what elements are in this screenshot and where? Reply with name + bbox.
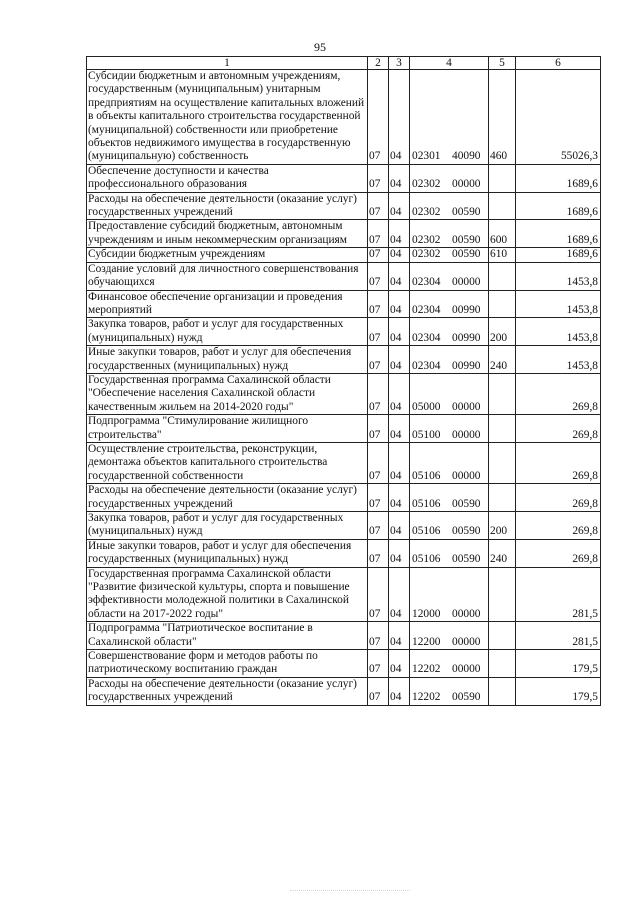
- row-target-article-program: 02302: [412, 178, 441, 191]
- row-target-article: [410, 622, 489, 650]
- row-expense-type: 200: [489, 512, 516, 540]
- row-target-article-direction: 00590: [452, 691, 481, 704]
- row-subsection: 04: [389, 442, 410, 483]
- row-name: Расходы на обеспечение деятельности (оказание услуг) государственных учреждений: [87, 677, 368, 705]
- row-name: Подпрограмма "Патриотическое воспитание в Сахалинской области": [87, 622, 368, 650]
- row-target-article: [410, 677, 489, 705]
- row-subsection: 04: [389, 164, 410, 192]
- row-amount: 179,5: [516, 677, 601, 705]
- row-subsection: 04: [389, 262, 410, 290]
- row-name: Иные закупки товаров, работ и услуг для обеспечения государственных (муниципальных) нужд: [87, 346, 368, 374]
- row-section: 07: [368, 567, 389, 622]
- row-name: Подпрограмма "Стимулирование жилищного строительства": [87, 415, 368, 443]
- row-target-article-program: 12200: [412, 635, 441, 648]
- table-row: [87, 346, 601, 374]
- table-row: [87, 512, 601, 540]
- row-target-article: [410, 650, 489, 678]
- row-subsection: 04: [389, 567, 410, 622]
- row-target-article-direction: 00590: [452, 206, 481, 219]
- row-target-article-direction: 00590: [452, 525, 481, 538]
- row-name: Государственная программа Сахалинской области "Обеспечение населения Сахалинской области качественным жильем на 2014-2020 годы": [87, 373, 368, 414]
- row-amount: 1453,8: [516, 346, 601, 374]
- row-target-article-direction: 00990: [452, 303, 481, 316]
- row-target-article: [410, 567, 489, 622]
- row-target-article-program: 12000: [412, 607, 441, 620]
- row-target-article-direction: 00590: [452, 553, 481, 566]
- row-subsection: 04: [389, 484, 410, 512]
- table-row: [87, 220, 601, 248]
- row-target-article-program: 12202: [412, 691, 441, 704]
- table-row: [87, 373, 601, 414]
- row-target-article: [410, 539, 489, 567]
- row-section: 07: [368, 346, 389, 374]
- row-section: 07: [368, 192, 389, 220]
- row-target-article-direction: 00000: [452, 607, 481, 620]
- row-amount: 269,8: [516, 415, 601, 443]
- row-target-article-program: 02302: [412, 248, 441, 261]
- row-expense-type: [489, 262, 516, 290]
- row-subsection: 04: [389, 677, 410, 705]
- header-row: [87, 57, 601, 70]
- row-target-article-program: 05106: [412, 553, 441, 566]
- row-subsection: 04: [389, 373, 410, 414]
- row-section: 07: [368, 248, 389, 262]
- row-subsection: 04: [389, 290, 410, 318]
- row-target-article-program: 02302: [412, 233, 441, 246]
- row-target-article-program: 02304: [412, 331, 441, 344]
- row-subsection: 04: [389, 512, 410, 540]
- row-name: Обеспечение доступности и качества профессионального образования: [87, 164, 368, 192]
- row-amount: 1453,8: [516, 262, 601, 290]
- table-row: [87, 192, 601, 220]
- table-row: [87, 650, 601, 678]
- row-section: 07: [368, 650, 389, 678]
- table-row: [87, 567, 601, 622]
- row-amount: 269,8: [516, 539, 601, 567]
- header-col-2: 2: [368, 57, 389, 70]
- row-target-article-direction: 00990: [452, 359, 481, 372]
- row-amount: 1689,6: [516, 248, 601, 262]
- row-amount: 269,8: [516, 373, 601, 414]
- row-section: 07: [368, 539, 389, 567]
- table-row: [87, 262, 601, 290]
- table-row: [87, 318, 601, 346]
- row-expense-type: [489, 677, 516, 705]
- table-row: [87, 539, 601, 567]
- row-target-article-program: 05106: [412, 525, 441, 538]
- row-subsection: 04: [389, 248, 410, 262]
- row-expense-type: [489, 622, 516, 650]
- row-subsection: 04: [389, 318, 410, 346]
- row-section: 07: [368, 484, 389, 512]
- row-target-article: [410, 70, 489, 165]
- row-section: 07: [368, 622, 389, 650]
- row-target-article: [410, 318, 489, 346]
- row-section: 07: [368, 262, 389, 290]
- table-row: [87, 442, 601, 483]
- row-target-article: [410, 484, 489, 512]
- row-target-article-direction: 00000: [452, 663, 481, 676]
- row-target-article-direction: 00000: [452, 469, 481, 482]
- header-col-3: 3: [389, 57, 410, 70]
- row-expense-type: [489, 650, 516, 678]
- row-expense-type: 460: [489, 70, 516, 165]
- row-amount: 179,5: [516, 650, 601, 678]
- row-target-article-direction: 40090: [452, 150, 481, 163]
- row-expense-type: 610: [489, 248, 516, 262]
- row-target-article-direction: 00000: [452, 635, 481, 648]
- row-subsection: 04: [389, 346, 410, 374]
- row-section: 07: [368, 220, 389, 248]
- row-target-article-direction: 00000: [452, 428, 481, 441]
- header-col-6: 6: [516, 57, 601, 70]
- row-target-article-program: 02304: [412, 303, 441, 316]
- row-name: Создание условий для личностного совершенствования обучающихся: [87, 262, 368, 290]
- row-target-article: [410, 346, 489, 374]
- row-name: Расходы на обеспечение деятельности (оказание услуг) государственных учреждений: [87, 192, 368, 220]
- page-number: 95: [314, 40, 326, 54]
- row-name: Иные закупки товаров, работ и услуг для обеспечения государственных (муниципальных) нужд: [87, 539, 368, 567]
- row-expense-type: [489, 192, 516, 220]
- row-subsection: 04: [389, 650, 410, 678]
- row-amount: 281,5: [516, 622, 601, 650]
- row-name: Государственная программа Сахалинской области "Развитие физической культуры, спорта и повышение эффективности молодежной политики в Сахалинской области на 2017-2022 годы": [87, 567, 368, 622]
- header-col-1: 1: [87, 57, 368, 70]
- row-target-article-direction: 00000: [452, 276, 481, 289]
- row-target-article: [410, 442, 489, 483]
- row-name: Совершенствование форм и методов работы по патриотическому воспитанию граждан: [87, 650, 368, 678]
- row-name: Субсидии бюджетным учреждениям: [87, 248, 368, 262]
- row-target-article: [410, 415, 489, 443]
- row-section: 07: [368, 677, 389, 705]
- row-amount: 1689,6: [516, 220, 601, 248]
- row-target-article: [410, 512, 489, 540]
- row-target-article-direction: 00590: [452, 248, 481, 261]
- row-target-article-program: 05100: [412, 428, 441, 441]
- table-row: [87, 622, 601, 650]
- row-target-article-program: 05106: [412, 469, 441, 482]
- row-amount: 1689,6: [516, 164, 601, 192]
- row-target-article-direction: 00000: [452, 178, 481, 191]
- row-subsection: 04: [389, 539, 410, 567]
- row-expense-type: [489, 415, 516, 443]
- header-col-5: 5: [489, 57, 516, 70]
- row-target-article-program: 02304: [412, 359, 441, 372]
- row-amount: 281,5: [516, 567, 601, 622]
- row-expense-type: [489, 567, 516, 622]
- row-expense-type: [489, 373, 516, 414]
- row-name: Предоставление субсидий бюджетным, автономным учреждениям и иным некоммерческим организациям: [87, 220, 368, 248]
- row-target-article: [410, 262, 489, 290]
- table-row: [87, 70, 601, 165]
- table-row: [87, 290, 601, 318]
- row-target-article: [410, 164, 489, 192]
- row-amount: 269,8: [516, 512, 601, 540]
- row-target-article-direction: 00990: [452, 331, 481, 344]
- row-section: 07: [368, 415, 389, 443]
- row-target-article: [410, 192, 489, 220]
- row-target-article-program: 02302: [412, 206, 441, 219]
- table-row: [87, 677, 601, 705]
- row-section: 07: [368, 442, 389, 483]
- table-body: [87, 70, 601, 706]
- row-subsection: 04: [389, 192, 410, 220]
- row-subsection: 04: [389, 622, 410, 650]
- row-target-article-program: 05106: [412, 497, 441, 510]
- row-section: 07: [368, 290, 389, 318]
- row-expense-type: 240: [489, 539, 516, 567]
- table-row: [87, 164, 601, 192]
- row-section: 07: [368, 70, 389, 165]
- row-expense-type: 200: [489, 318, 516, 346]
- row-name: Субсидии бюджетным и автономным учреждениям, государственным (муниципальным) унитарным предприятиям на осуществление капитальных вложений в объекты капитального строительства государственной (муниципальной) собственности или приобретение объектов недвижимого имущества в государственную (муниципальную) собственность: [87, 70, 368, 165]
- row-target-article-program: 05000: [412, 400, 441, 413]
- row-target-article-program: 02304: [412, 276, 441, 289]
- row-expense-type: [489, 484, 516, 512]
- row-target-article: [410, 220, 489, 248]
- row-expense-type: [489, 442, 516, 483]
- budget-table: [86, 56, 601, 706]
- row-name: Закупка товаров, работ и услуг для государственных (муниципальных) нужд: [87, 318, 368, 346]
- row-target-article: [410, 373, 489, 414]
- row-amount: 1453,8: [516, 290, 601, 318]
- row-target-article: [410, 248, 489, 262]
- row-amount: 1689,6: [516, 192, 601, 220]
- row-section: 07: [368, 164, 389, 192]
- row-expense-type: 600: [489, 220, 516, 248]
- row-name: Расходы на обеспечение деятельности (оказание услуг) государственных учреждений: [87, 484, 368, 512]
- row-name: Осуществление строительства, реконструкции, демонтажа объектов капитального строительства государственной собственности: [87, 442, 368, 483]
- row-name: Закупка товаров, работ и услуг для государственных (муниципальных) нужд: [87, 512, 368, 540]
- row-amount: 269,8: [516, 442, 601, 483]
- row-expense-type: [489, 164, 516, 192]
- row-target-article-direction: 00000: [452, 400, 481, 413]
- row-target-article-direction: 00590: [452, 233, 481, 246]
- row-target-article-direction: 00590: [452, 497, 481, 510]
- row-target-article-program: 12202: [412, 663, 441, 676]
- scan-artifact: [290, 890, 410, 894]
- row-section: 07: [368, 512, 389, 540]
- row-subsection: 04: [389, 220, 410, 248]
- row-section: 07: [368, 373, 389, 414]
- row-section: 07: [368, 318, 389, 346]
- row-name: Финансовое обеспечение организации и проведения мероприятий: [87, 290, 368, 318]
- row-amount: 269,8: [516, 484, 601, 512]
- row-amount: 1453,8: [516, 318, 601, 346]
- row-expense-type: 240: [489, 346, 516, 374]
- row-subsection: 04: [389, 70, 410, 165]
- row-expense-type: [489, 290, 516, 318]
- table-row: [87, 484, 601, 512]
- header-col-4: 4: [410, 57, 489, 70]
- row-subsection: 04: [389, 415, 410, 443]
- table-row: [87, 415, 601, 443]
- row-amount: 55026,3: [516, 70, 601, 165]
- row-target-article: [410, 290, 489, 318]
- row-target-article-program: 02301: [412, 150, 441, 163]
- table-row: [87, 248, 601, 262]
